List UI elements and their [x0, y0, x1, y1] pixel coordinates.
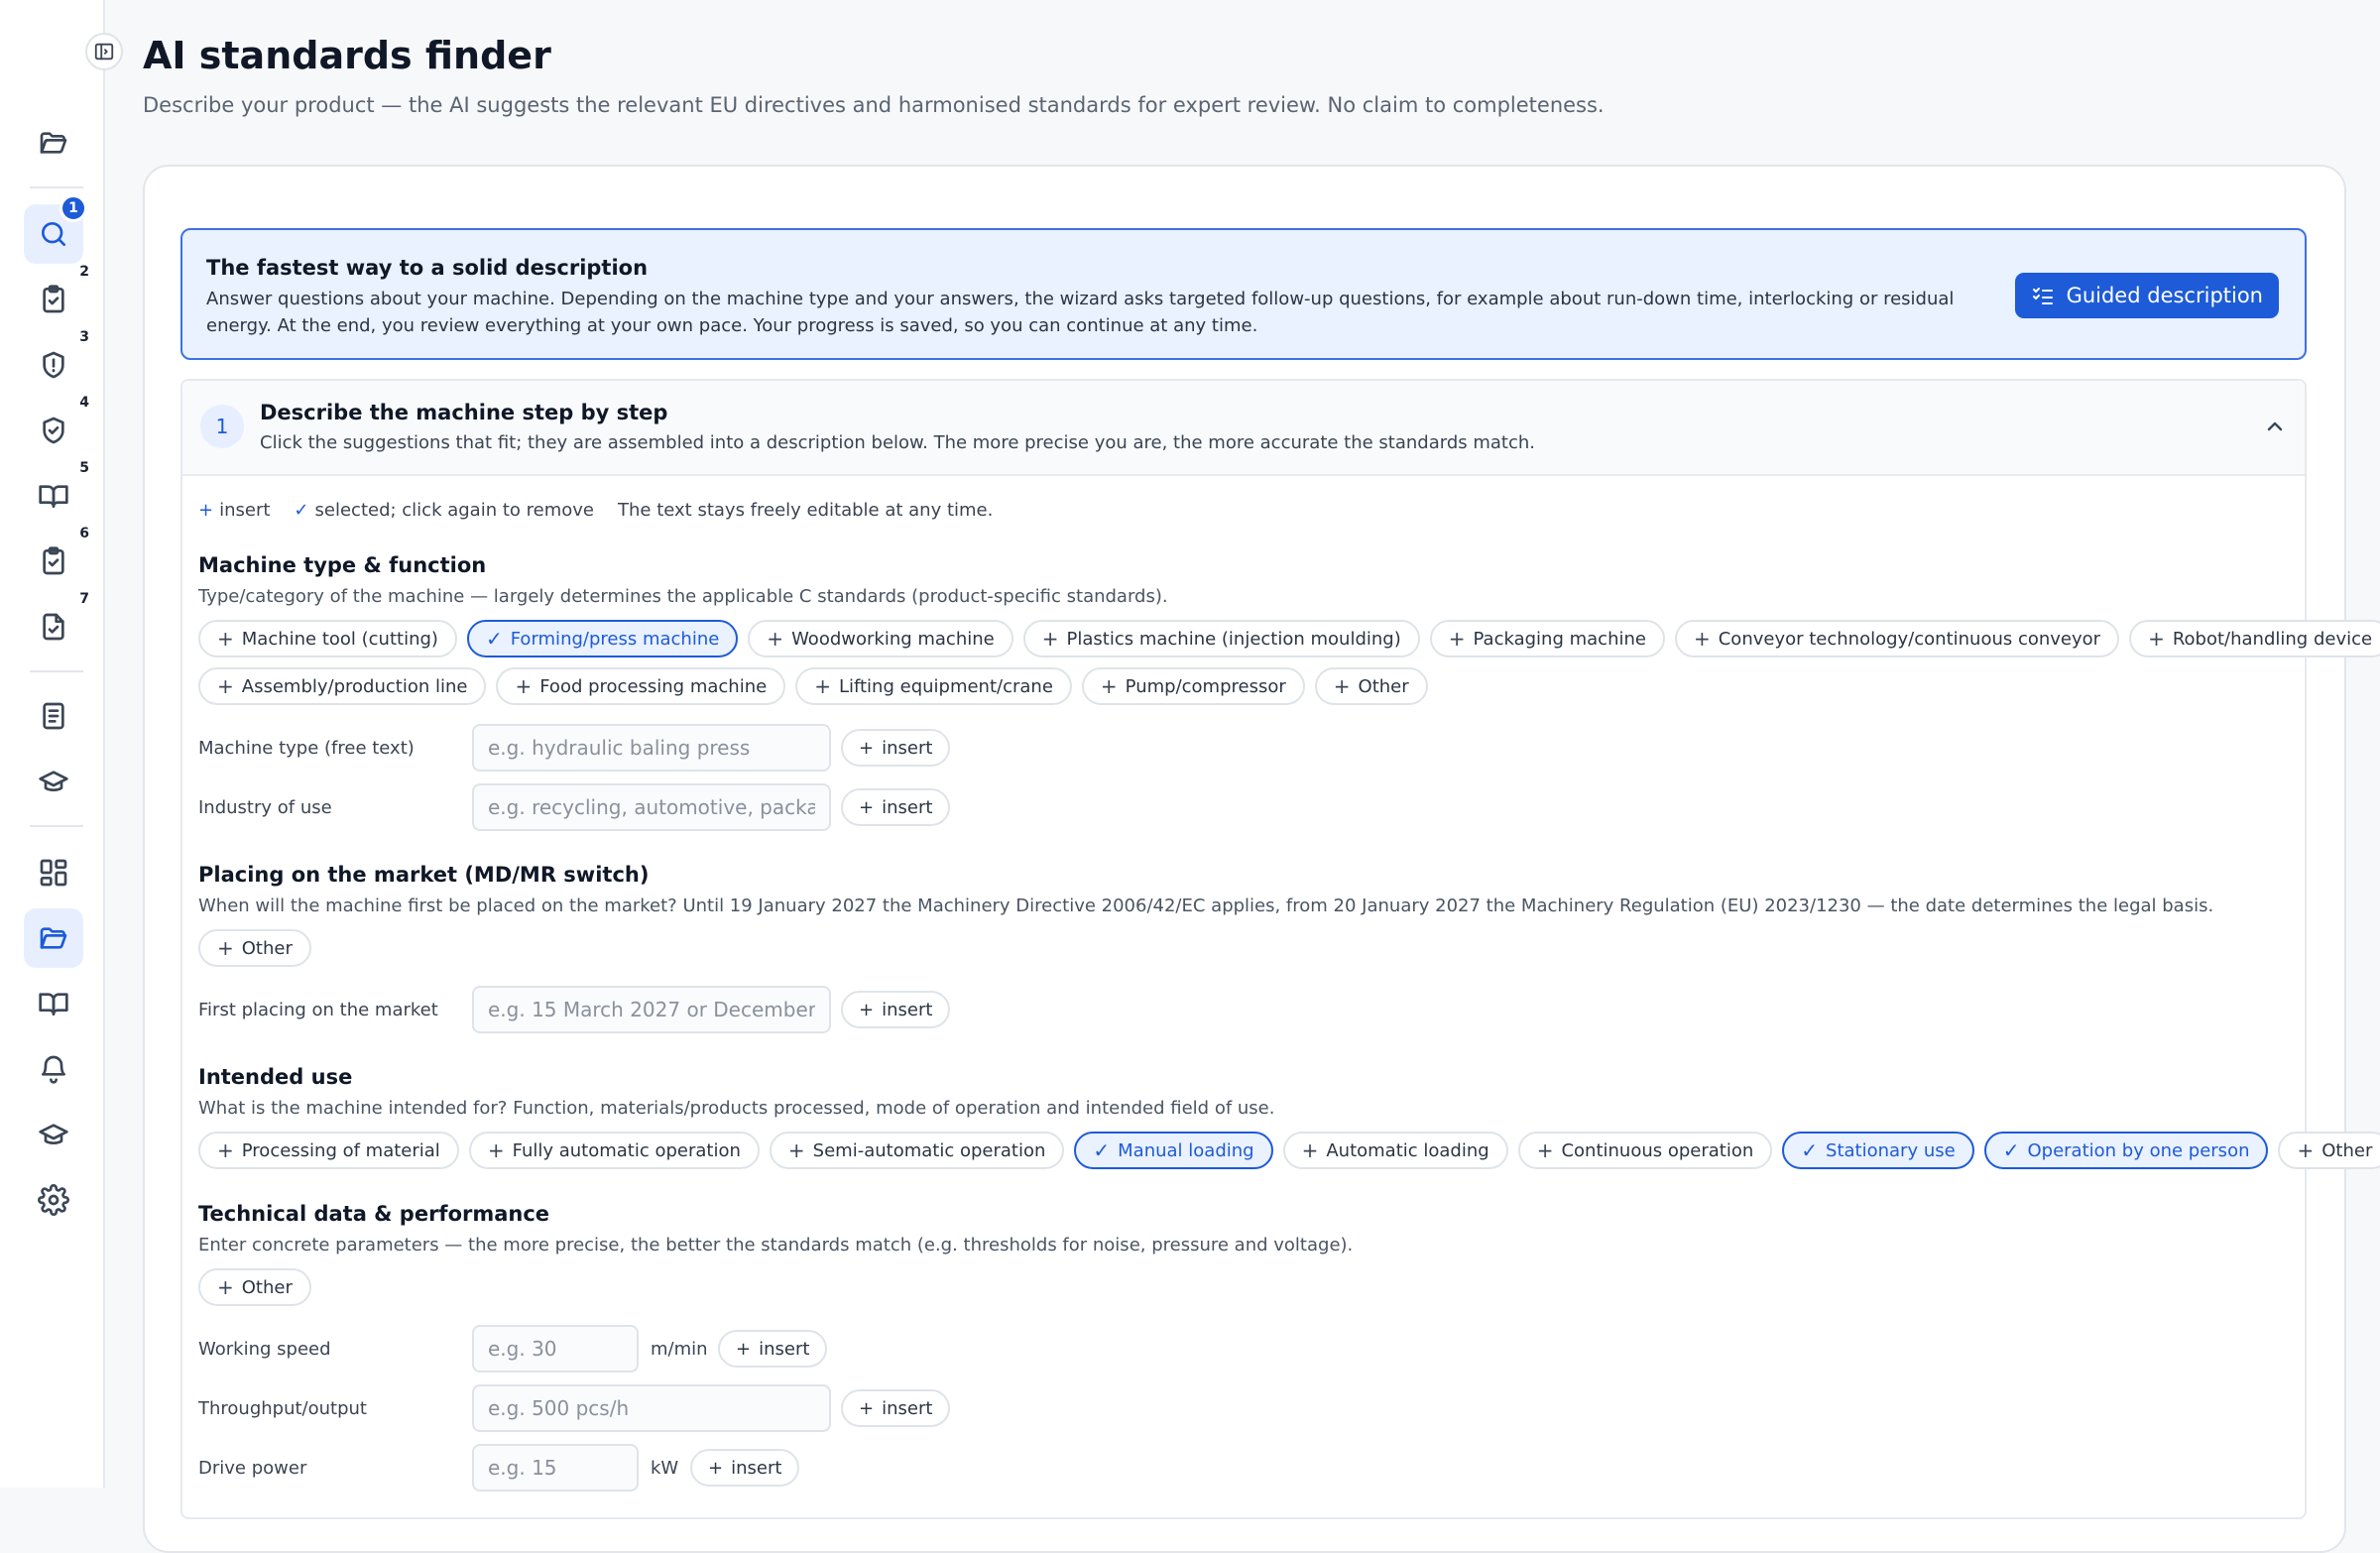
sidebar-item-library[interactable]	[24, 974, 83, 1033]
section-desc-technical: Enter concrete parameters — the more precise, the better the standards match (e.g. thresholds for noise, pressure and voltage).	[198, 1235, 1354, 1255]
check-icon: ✓	[1801, 1138, 1819, 1162]
plus-icon: +	[787, 1138, 805, 1162]
shield-check-icon	[38, 415, 69, 446]
step-header[interactable]	[182, 381, 2305, 476]
guided-description-button[interactable]	[2015, 273, 2279, 318]
suggestion-chip[interactable]	[2129, 620, 2380, 657]
plus-icon: +	[814, 674, 831, 698]
suggestion-chip[interactable]	[198, 667, 486, 705]
check-icon: ✓	[294, 500, 309, 521]
plus-icon: +	[1301, 1138, 1319, 1162]
section-desc-placing: When will the machine first be placed on the market? Until 19 January 2027 the Machinery Directive 2006/42/EC applies, from 20 January 2027 the Machinery Regulation (EU) 2023/1230 — the date determines the legal basis.	[198, 896, 2214, 916]
plus-icon: +	[217, 627, 234, 651]
step-badge: 7	[79, 591, 89, 607]
book-open-icon	[38, 480, 69, 512]
sidebar-item-projects-active[interactable]	[24, 908, 83, 968]
sidebar	[0, 0, 105, 1488]
chip-row-machine-type-1	[198, 620, 2380, 657]
page-subtitle: Describe your product — the AI suggests the relevant EU directives and harmonised standards for expert review. No claim to completeness.	[143, 93, 1605, 117]
plus-icon: +	[217, 674, 234, 698]
banner-title: The fastest way to a solid description	[206, 256, 649, 280]
step-badge: 2	[79, 264, 89, 280]
bell-icon	[38, 1053, 69, 1085]
panel-toggle-icon	[93, 41, 115, 62]
page-title: AI standards finder	[143, 34, 551, 77]
sidebar-item-settings[interactable]	[24, 1170, 83, 1230]
graduation-cap-icon	[38, 1119, 69, 1150]
suggestion-chip[interactable]	[1283, 1132, 1508, 1169]
chip-label: Processing of material	[241, 1139, 440, 1161]
chip-label: Manual loading	[1118, 1139, 1254, 1161]
sidebar-item-notifications[interactable]	[24, 1039, 83, 1099]
chip-label: Woodworking machine	[791, 628, 995, 650]
plus-icon: +	[1100, 674, 1118, 698]
field-label-throughput: Throughput/output	[198, 1398, 367, 1419]
legend-insert: + insert	[198, 500, 271, 521]
check-icon: ✓	[2002, 1138, 2020, 1162]
section-title-placing: Placing on the market (MD/MR switch)	[198, 863, 650, 887]
section-title-machine-type: Machine type & function	[198, 553, 487, 577]
chip-row-technical	[198, 1268, 311, 1306]
sidebar-divider	[30, 825, 83, 827]
step-number: 1	[200, 405, 244, 448]
suggestion-chip[interactable]	[469, 1132, 760, 1169]
chip-label: Continuous operation	[1561, 1139, 1754, 1161]
chip-label: Food processing machine	[539, 675, 768, 697]
plus-icon: +	[1536, 1138, 1554, 1162]
section-title-intended-use: Intended use	[198, 1065, 353, 1089]
chip-label: Forming/press machine	[510, 628, 720, 650]
list-checks-icon	[2031, 284, 2055, 307]
plus-icon: +	[859, 796, 875, 818]
book-open-icon	[38, 988, 69, 1019]
sidebar-item-step-7[interactable]	[24, 591, 89, 657]
step-title: Describe the machine step by step	[260, 401, 668, 424]
chip-label: Robot/handling device	[2172, 628, 2373, 650]
suggestion-chip[interactable]	[1430, 620, 1665, 657]
banner-text: Answer questions about your machine. Depending on the machine type and your answers, the wizard asks targeted follow-up questions, for example about run-down time, interlocking or residual energy. At the end, you review everything at your own pace. Your progress is saved, so you can continue at any time.	[206, 289, 1955, 336]
insert-button[interactable]: + insert	[841, 788, 950, 826]
sidebar-item-documentation[interactable]	[24, 686, 83, 746]
suggestion-chip[interactable]	[1675, 620, 2119, 657]
legend	[198, 500, 993, 521]
settings-gear-icon	[38, 1184, 69, 1216]
suggestion-chip[interactable]	[748, 620, 1012, 657]
chip-label: Other	[1358, 675, 1409, 697]
suggestion-chip[interactable]	[198, 620, 457, 657]
suggestion-chip[interactable]	[1782, 1132, 1973, 1169]
sidebar-item-dashboard[interactable]	[24, 843, 83, 902]
sidebar-item-step-3[interactable]	[24, 329, 89, 395]
plus-icon: +	[487, 1138, 505, 1162]
plus-icon: +	[859, 1397, 875, 1419]
clipboard-check-icon	[38, 284, 69, 315]
plus-icon: +	[217, 1275, 234, 1299]
suggestion-chip[interactable]	[198, 1268, 311, 1306]
plus-icon: +	[708, 1457, 724, 1479]
chip-label: Pump/compressor	[1125, 675, 1286, 697]
suggestion-chip[interactable]	[1082, 667, 1305, 705]
plus-icon: +	[217, 1138, 234, 1162]
field-label-machine-type: Machine type (free text)	[198, 738, 415, 759]
step-badge: 6	[79, 526, 89, 541]
clipboard-check-icon	[38, 545, 69, 577]
check-icon: ✓	[1093, 1138, 1111, 1162]
collapse-toggle[interactable]	[2263, 415, 2287, 438]
chip-label: Packaging machine	[1473, 628, 1646, 650]
field-label-working-speed: Working speed	[198, 1339, 331, 1360]
sidebar-item-projects[interactable]	[24, 113, 83, 173]
working-speed-input[interactable]	[472, 1325, 639, 1373]
plus-icon: +	[859, 999, 875, 1020]
field-label-drive-power: Drive power	[198, 1458, 307, 1479]
chip-label: Plastics machine (injection moulding)	[1066, 628, 1401, 650]
insert-button[interactable]: + insert	[690, 1449, 799, 1487]
chip-label: Operation by one person	[2027, 1139, 2250, 1161]
plus-icon: +	[736, 1338, 752, 1360]
shield-alert-icon	[38, 349, 69, 381]
sidebar-toggle-button[interactable]	[85, 33, 123, 70]
suggestion-chip[interactable]	[770, 1132, 1064, 1169]
plus-icon: +	[2297, 1138, 2315, 1162]
chip-label: Other	[2321, 1139, 2373, 1161]
file-check-icon	[38, 611, 69, 643]
plus-icon: +	[767, 627, 784, 651]
suggestion-chip[interactable]	[2278, 1132, 2380, 1169]
plus-icon: +	[198, 500, 214, 521]
first-placing-input[interactable]	[472, 986, 831, 1033]
suggestion-chip[interactable]	[795, 667, 1072, 705]
plus-icon: +	[1693, 627, 1711, 651]
step-badge: 3	[79, 329, 89, 345]
insert-button[interactable]: + insert	[841, 991, 950, 1028]
step-badge: 1	[60, 194, 87, 222]
industry-input[interactable]	[472, 783, 831, 831]
folder-open-icon	[38, 127, 69, 159]
insert-button[interactable]: + insert	[718, 1330, 827, 1368]
suggestion-chip[interactable]	[1315, 667, 1428, 705]
suggestion-chip[interactable]	[198, 929, 311, 967]
plus-icon: +	[859, 737, 875, 759]
sidebar-item-training[interactable]	[24, 752, 83, 811]
plus-icon: +	[217, 936, 234, 960]
section-title-technical: Technical data & performance	[198, 1202, 550, 1226]
chip-label: Assembly/production line	[241, 675, 468, 697]
sidebar-item-step-6[interactable]	[24, 526, 89, 591]
search-icon	[38, 218, 69, 250]
field-label-industry: Industry of use	[198, 797, 332, 818]
throughput-input[interactable]	[472, 1384, 831, 1432]
field-label-first-placing: First placing on the market	[198, 1000, 438, 1020]
chip-label: Automatic loading	[1326, 1139, 1489, 1161]
plus-icon: +	[1333, 674, 1351, 698]
chip-label: Fully automatic operation	[512, 1139, 741, 1161]
drive-power-input[interactable]	[472, 1444, 639, 1492]
step-badge: 5	[79, 460, 89, 476]
chip-label: Other	[241, 937, 293, 959]
chip-label: Machine tool (cutting)	[241, 628, 438, 650]
sidebar-item-step-2[interactable]	[24, 264, 89, 329]
plus-icon: +	[2148, 627, 2165, 651]
suggestion-chip[interactable]	[467, 620, 738, 657]
step-badge: 4	[79, 395, 89, 411]
suggestion-chip[interactable]	[1074, 1132, 1272, 1169]
folder-open-icon	[38, 922, 69, 954]
chevron-up-icon	[2263, 415, 2287, 438]
check-icon: ✓	[485, 627, 503, 651]
suggestion-chip[interactable]	[1023, 620, 1420, 657]
machine-type-input[interactable]	[472, 724, 831, 772]
insert-button[interactable]: + insert	[841, 1389, 950, 1427]
sidebar-item-standards-finder[interactable]	[24, 200, 83, 264]
sidebar-divider	[30, 670, 83, 672]
suggestion-chip[interactable]	[1984, 1132, 2269, 1169]
suggestion-chip[interactable]	[1518, 1132, 1773, 1169]
chip-row-machine-type-2	[198, 667, 1428, 705]
section-desc-machine-type: Type/category of the machine — largely determines the applicable C standards (product-specific standards).	[198, 586, 1168, 607]
chip-row-intended-use	[198, 1132, 2380, 1169]
plus-icon: +	[1448, 627, 1466, 651]
chip-row-placing	[198, 929, 311, 967]
chip-label: Lifting equipment/crane	[838, 675, 1053, 697]
step-description: Click the suggestions that fit; they are assembled into a description below. The more precise you are, the more accurate the standards match.	[260, 432, 1536, 453]
plus-icon: +	[1041, 627, 1059, 651]
section-desc-intended-use: What is the machine intended for? Function, materials/products processed, mode of operation and intended field of use.	[198, 1098, 1275, 1119]
sidebar-item-step-5[interactable]	[24, 460, 89, 526]
dashboard-icon	[38, 857, 69, 889]
plus-icon: +	[515, 674, 533, 698]
chip-label: Other	[241, 1276, 293, 1298]
unit-label: m/min	[651, 1339, 708, 1360]
suggestion-chip[interactable]	[198, 1132, 459, 1169]
guided-description-label: Guided description	[2066, 284, 2263, 307]
suggestion-chip[interactable]	[496, 667, 785, 705]
insert-button[interactable]: + insert	[841, 729, 950, 767]
guided-banner	[180, 228, 2307, 360]
notebook-icon	[38, 700, 69, 732]
chip-label: Conveyor technology/continuous conveyor	[1718, 628, 2101, 650]
chip-label: Semi-automatic operation	[812, 1139, 1046, 1161]
unit-label: kW	[651, 1458, 679, 1479]
graduation-cap-icon	[38, 766, 69, 797]
sidebar-item-step-4[interactable]	[24, 395, 89, 460]
legend-selected: ✓ selected; click again to remove	[294, 500, 594, 521]
sidebar-divider	[30, 186, 83, 188]
legend-note: The text stays freely editable at any time.	[618, 500, 994, 521]
sidebar-item-academy[interactable]	[24, 1105, 83, 1164]
chip-label: Stationary use	[1826, 1139, 1956, 1161]
